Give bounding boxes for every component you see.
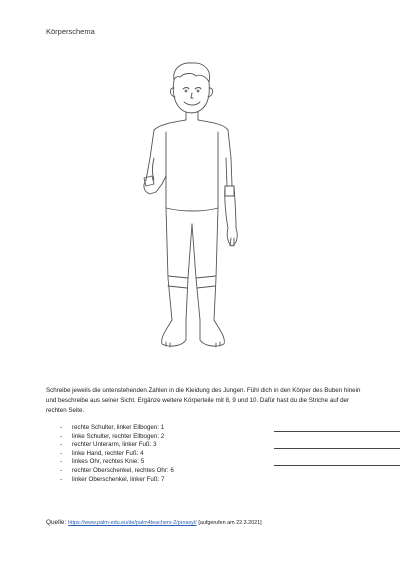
boy-outline-illustration: [108, 58, 273, 358]
list-item-text: linker Oberschenkel, linker Fuß: 7: [72, 475, 165, 483]
list-dash: -: [60, 449, 63, 457]
source-label: Quelle:: [46, 519, 67, 526]
list-item: [60, 467, 360, 476]
list-dash: -: [60, 475, 63, 483]
answer-line[interactable]: [274, 458, 400, 466]
answer-line[interactable]: [274, 424, 400, 432]
answer-line[interactable]: [274, 441, 400, 449]
source-link[interactable]: https://www.palm-edu.eu/de/palm4teachers-2/proasyl/: [68, 520, 197, 526]
task-list: [60, 424, 360, 484]
list-item-text: linke Hand, rechter Fuß: 4: [72, 449, 144, 457]
list-item-text: rechte Schulter, linker Ellbogen: 1: [72, 424, 165, 431]
instructions-text: Schreibe jeweils die untenstehenden Zahlen in die Kleidung des Jungen. Fühl dich in den Körper des Buben hinein und beschreibe aus seiner Sicht. Ergänze weitere Körperteile mit 8, 9 und 10. Dafür hast du die Striche auf der rechten Seite.: [46, 387, 361, 414]
source-citation: [46, 519, 262, 526]
list-item: [60, 476, 360, 485]
list-item: [60, 433, 360, 442]
source-date: [aufgerufen am 22.3.2021]: [198, 520, 262, 526]
list-dash: -: [60, 424, 63, 431]
list-item-text: linke Schulter, rechter Ellbogen: 2: [72, 432, 165, 440]
list-item: [60, 458, 360, 467]
list-dash: -: [60, 432, 63, 440]
page-title: Körperschema: [46, 27, 95, 36]
list-item-text: rechter Unterarm, linker Fuß: 3: [72, 441, 157, 449]
list-item-text: linkes Ohr, rechtes Knie: 5: [72, 458, 145, 466]
list-dash: -: [60, 441, 63, 449]
list-item: [60, 424, 360, 433]
boy-body-drawing: [108, 58, 273, 358]
list-item: [60, 441, 360, 450]
list-dash: -: [60, 458, 63, 466]
list-item-text: rechter Oberschenkel, rechtes Ohr: 6: [72, 466, 174, 474]
list-dash: -: [60, 466, 63, 474]
list-item: [60, 450, 360, 459]
